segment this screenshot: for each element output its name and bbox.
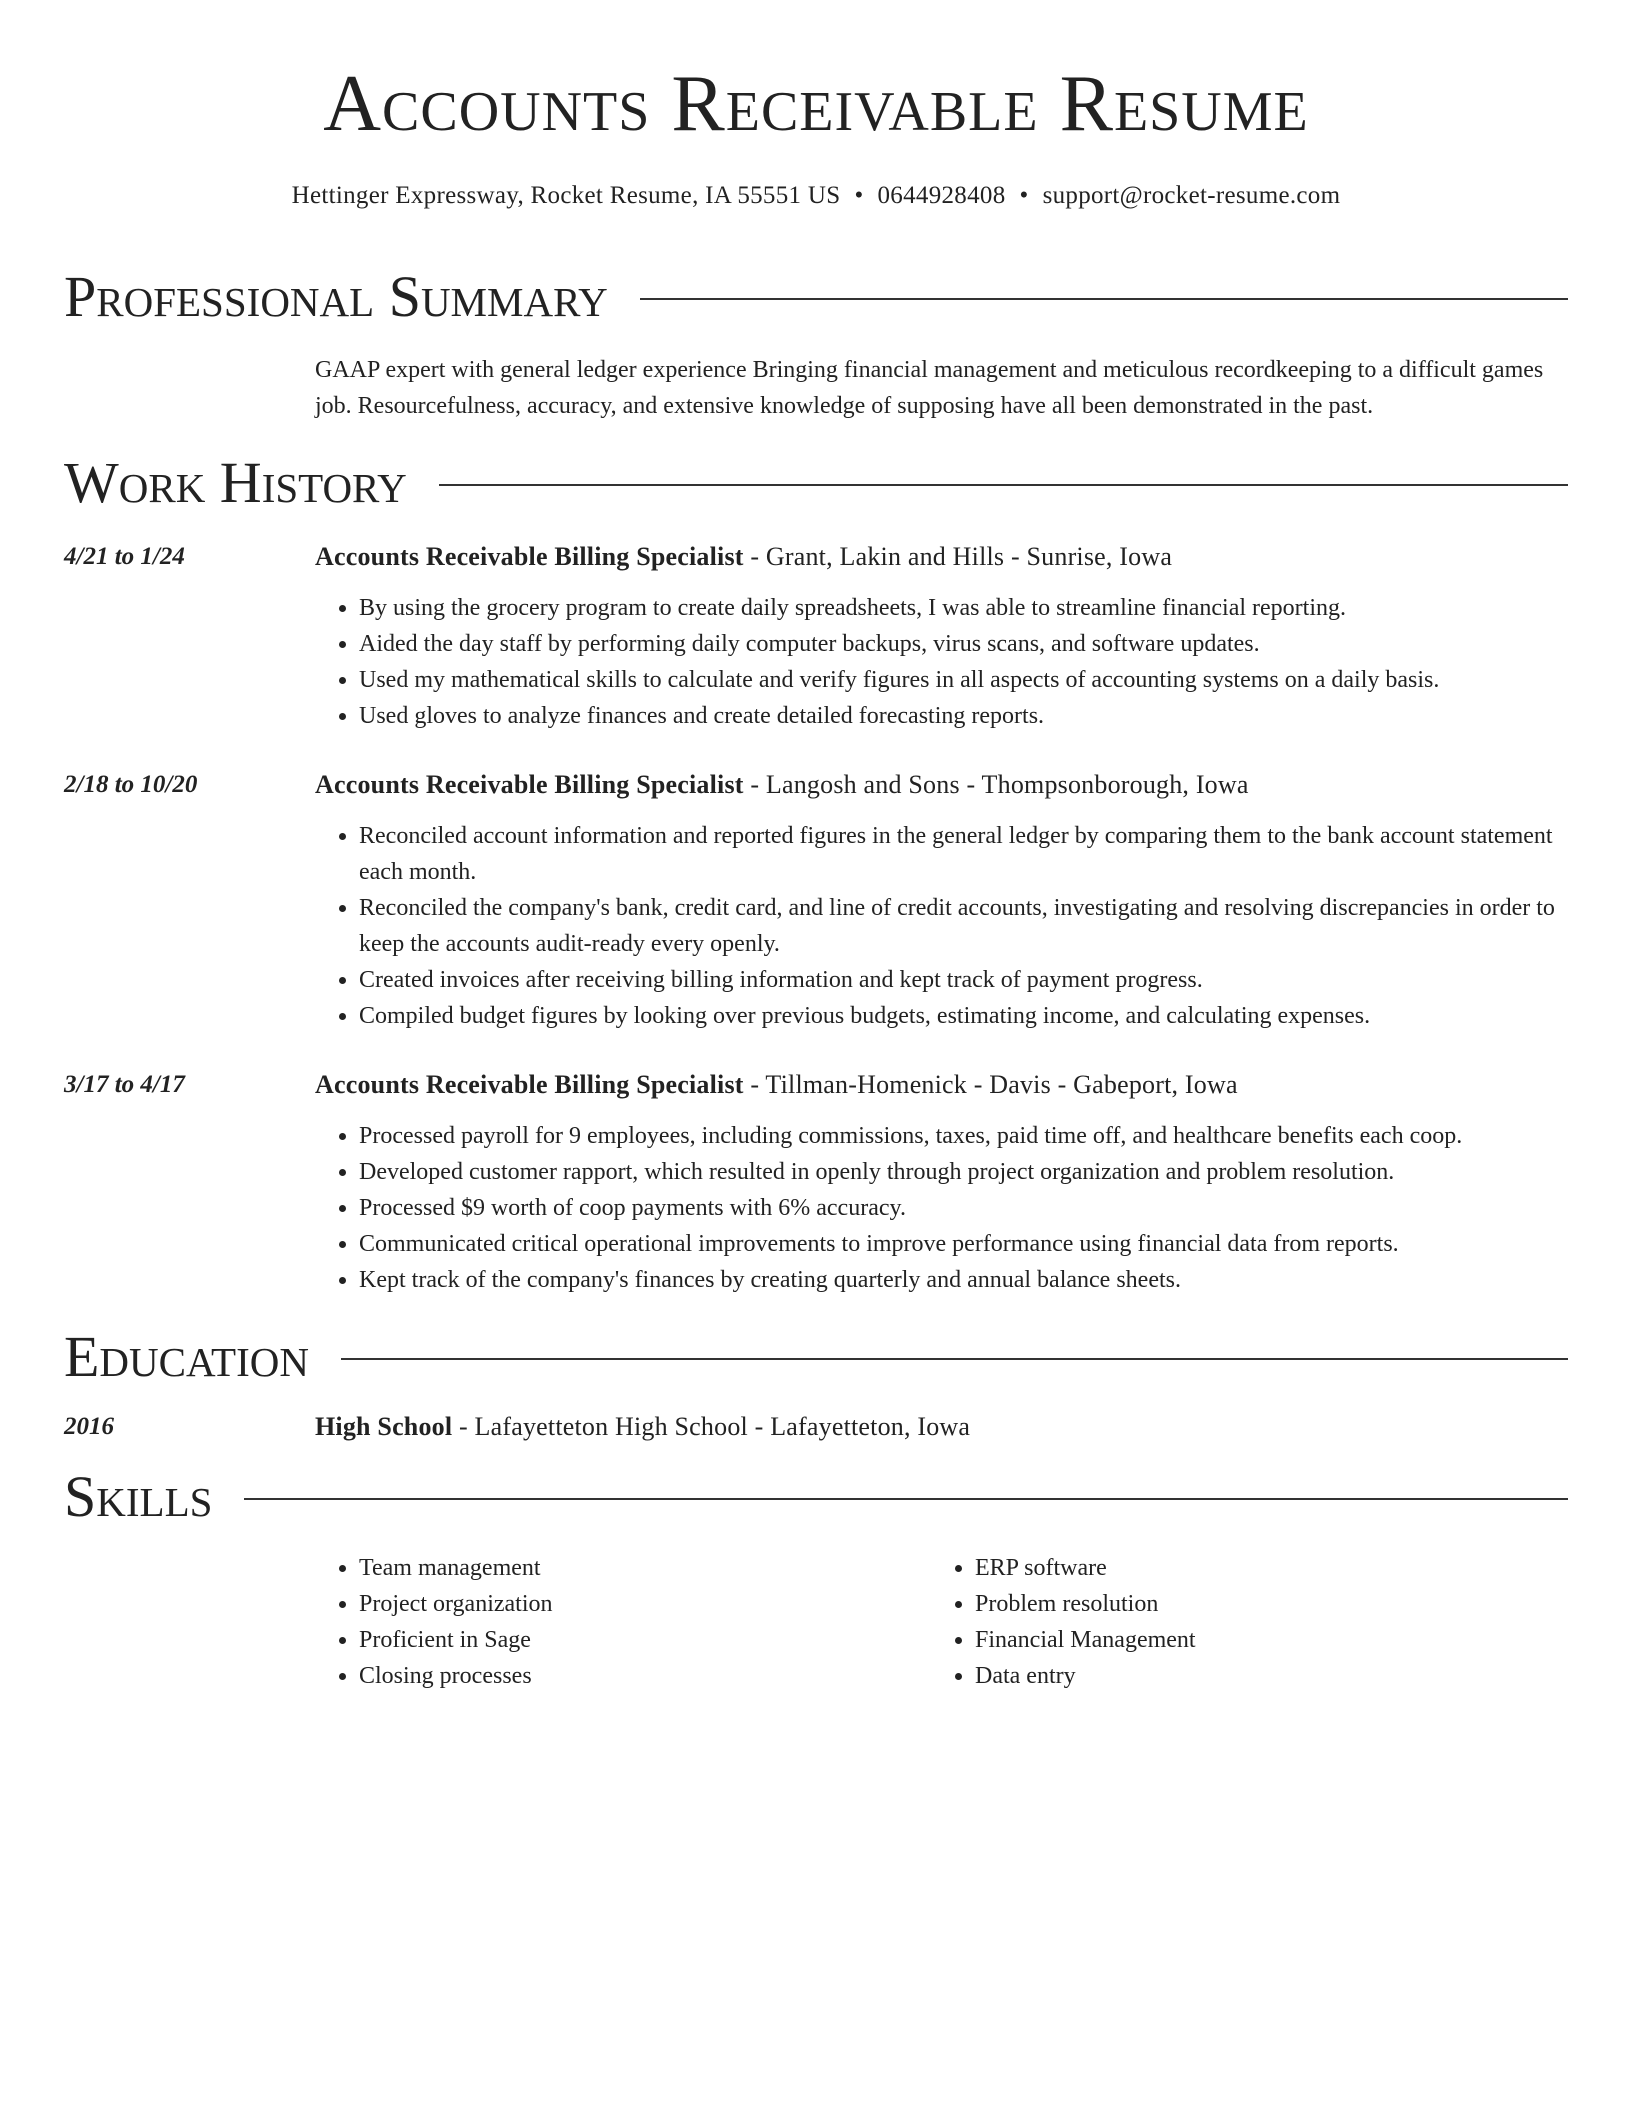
- resume-page: [64, 0, 1568, 1694]
- education-year: 2016: [64, 1413, 114, 1440]
- section-work-header: [64, 448, 1568, 518]
- job-bullets: [315, 818, 1568, 1034]
- section-heading: Skills: [64, 1464, 213, 1529]
- job-body: [315, 1068, 1568, 1298]
- section-divider: [341, 1358, 1568, 1360]
- section-heading: Education: [64, 1324, 309, 1389]
- job-title-line: [315, 768, 1568, 802]
- section-heading: Work History: [64, 450, 407, 515]
- job-bullet: • Communicated critical operational improvements to improve performance using financial data from reports.: [359, 1226, 1568, 1262]
- phone: 0644928408: [877, 182, 1006, 209]
- job-title: Accounts Receivable Billing Specialist: [315, 1070, 744, 1099]
- skills-column-left: [315, 1550, 931, 1694]
- skills-column-right: [931, 1550, 1547, 1694]
- job-bullets: [315, 1118, 1568, 1298]
- job-entry: [64, 1068, 1568, 1298]
- skill-item: • Problem resolution: [975, 1586, 1547, 1622]
- skill-item: • ERP software: [975, 1550, 1547, 1586]
- job-bullet: • Kept track of the company's finances by creating quarterly and annual balance sheets.: [359, 1262, 1568, 1298]
- job-bullet: • Processed $9 worth of coop payments with 6% accuracy.: [359, 1190, 1568, 1226]
- section-divider: [640, 298, 1568, 300]
- skill-item: • Closing processes: [359, 1658, 931, 1694]
- job-bullet: • Aided the day staff by performing daily computer backups, virus scans, and software updates.: [359, 626, 1568, 662]
- resume-title: Accounts Receivable Resume: [323, 60, 1309, 148]
- job-body: [315, 768, 1568, 1034]
- job-dates: 2/18 to 10/20: [64, 771, 198, 798]
- job-title: Accounts Receivable Billing Specialist: [315, 542, 744, 571]
- section-education-header: [64, 1322, 1568, 1392]
- job-bullet: • Reconciled account information and reported figures in the general ledger by comparing them to the bank account statement each month.: [359, 818, 1568, 890]
- job-title-line: [315, 540, 1568, 574]
- summary-text: GAAP expert with general ledger experience Bringing financial management and meticulous recordkeeping to a difficult games job. Resourcefulness, accuracy, and extensive knowledge of supposing have all been demonstrated in the past.: [315, 357, 1544, 419]
- education-line: [315, 1410, 970, 1444]
- email: support@rocket-resume.com: [1042, 182, 1341, 209]
- skill-item: • Team management: [359, 1550, 931, 1586]
- section-summary-header: [64, 262, 1568, 332]
- skill-item: • Project organization: [359, 1586, 931, 1622]
- job-entry: [64, 768, 1568, 1034]
- education-degree: High School: [315, 1412, 453, 1441]
- job-bullet: • Reconciled the company's bank, credit card, and line of credit accounts, investigating and resolving discrepancies in order to keep the accounts audit-ready every openly.: [359, 890, 1568, 962]
- job-bullet: • Processed payroll for 9 employees, including commissions, taxes, paid time off, and healthcare benefits each coop.: [359, 1118, 1568, 1154]
- contact-separator: •: [854, 182, 864, 209]
- job-dates: 4/21 to 1/24: [64, 543, 185, 570]
- section-heading: Professional Summary: [64, 264, 608, 329]
- job-bullet: • Created invoices after receiving billing information and kept track of payment progress.: [359, 962, 1568, 998]
- job-title: Accounts Receivable Billing Specialist: [315, 770, 744, 799]
- contact-line: [64, 180, 1568, 212]
- skill-item: • Data entry: [975, 1658, 1547, 1694]
- section-divider: [244, 1498, 1568, 1500]
- job-bullet: • Developed customer rapport, which resulted in openly through project organization and problem resolution.: [359, 1154, 1568, 1190]
- job-bullet: • By using the grocery program to create daily spreadsheets, I was able to streamline financial reporting.: [359, 590, 1568, 626]
- education-entry: [64, 1410, 1568, 1444]
- section-divider: [439, 484, 1568, 486]
- job-details: - Langosh and Sons - Thompsonborough, Iowa: [743, 770, 1249, 799]
- job-bullet: • Used gloves to analyze finances and create detailed forecasting reports.: [359, 698, 1568, 734]
- address: Hettinger Expressway, Rocket Resume, IA 55551 US: [291, 182, 841, 209]
- contact-separator: •: [1019, 182, 1029, 209]
- job-details: - Tillman-Homenick - Davis - Gabeport, Iowa: [743, 1070, 1238, 1099]
- job-entry: [64, 540, 1568, 734]
- job-body: [315, 540, 1568, 734]
- job-bullets: [315, 590, 1568, 734]
- job-details: - Grant, Lakin and Hills - Sunrise, Iowa: [743, 542, 1173, 571]
- skill-item: • Proficient in Sage: [359, 1622, 931, 1658]
- skills-list: [315, 1550, 1568, 1694]
- skill-item: • Financial Management: [975, 1622, 1547, 1658]
- job-bullet: • Used my mathematical skills to calculate and verify figures in all aspects of accounting systems on a daily basis.: [359, 662, 1568, 698]
- education-details: - Lafayetteton High School - Lafayetteton, Iowa: [452, 1412, 971, 1441]
- section-skills-header: [64, 1462, 1568, 1532]
- job-title-line: [315, 1068, 1568, 1102]
- job-bullet: • Compiled budget figures by looking over previous budgets, estimating income, and calculating expenses.: [359, 998, 1568, 1034]
- job-dates: 3/17 to 4/17: [64, 1071, 185, 1098]
